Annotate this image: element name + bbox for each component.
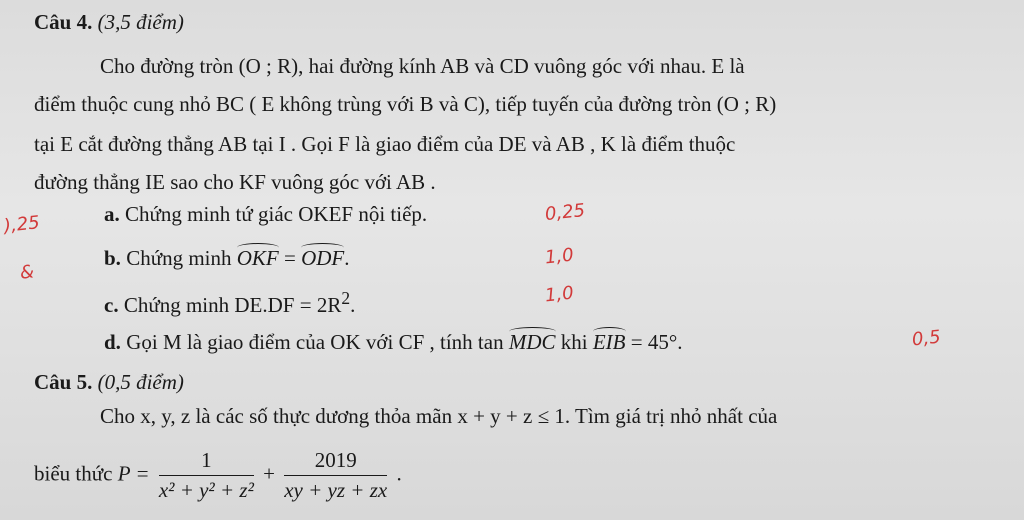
mark-left-top: ),25 (3, 212, 41, 237)
part-a-text: Chứng minh tứ giác OKEF nội tiếp. (125, 202, 428, 226)
score-part-d: 0,5 (910, 326, 942, 351)
part-b-eq: = (284, 246, 296, 270)
part-d-text-1: Gọi M là giao điểm của OK với CF , tính tan (126, 330, 504, 354)
fraction-1 (159, 448, 254, 503)
part-a-label: a. (104, 202, 120, 226)
q5-line-1: Cho x, y, z là các số thực dương thỏa mãn x + y + z ≤ 1. Tìm giá trị nhỏ nhất của (100, 404, 778, 428)
score-part-b: 1,0 (543, 244, 575, 269)
fraction-2-numerator: 2019 (284, 448, 387, 476)
mark-left-b: & (18, 261, 36, 284)
question-4-title: Câu 4. (34, 10, 93, 34)
plus-sign: + (263, 461, 275, 486)
expr-end: . (396, 461, 402, 486)
fraction-1-denominator: x² + y² + z² (158, 478, 254, 502)
part-d-text-2: khi (560, 330, 588, 354)
arc-eib: EIB (592, 330, 626, 354)
question-4-points: (3,5 điểm) (97, 10, 184, 34)
p-eq: P = (117, 461, 150, 486)
score-part-a: 0,25 (544, 199, 587, 226)
fraction-1-numerator: 1 (159, 448, 254, 476)
q4-line-1: Cho đường tròn (O ; R), hai đường kính AB và CD vuông góc với nhau. E là (100, 54, 745, 78)
q4-part-d (104, 330, 683, 355)
question-4-heading (34, 10, 184, 35)
q4-line-3: tại E cắt đường thẳng AB tại I . Gọi F là giao điểm của DE và AB , K là điểm thuộc (34, 132, 736, 156)
q4-line-4: đường thẳng IE sao cho KF vuông góc với AB . (34, 170, 436, 194)
part-d-end: . (677, 330, 683, 354)
part-b-text: Chứng minh (126, 246, 232, 270)
part-c-text: Chứng minh DE.DF = 2R (123, 293, 342, 317)
question-5-title: Câu 5. (34, 370, 93, 394)
question-5-points: (0,5 điểm) (97, 370, 184, 394)
q4-part-a (104, 202, 427, 227)
fraction-2-denominator: xy + yz + zx (284, 478, 388, 502)
arc-odf: ODF (301, 246, 345, 270)
part-d-label: d. (104, 330, 121, 354)
q4-part-b (104, 246, 350, 271)
fraction-2 (284, 448, 387, 503)
part-c-sup: 2 (341, 288, 351, 308)
expr-prefix: biểu thức (34, 461, 113, 486)
part-d-text-3: = 45° (630, 330, 678, 354)
part-c-label: c. (104, 293, 119, 317)
arc-okf: OKF (236, 246, 279, 270)
q5-expression (34, 448, 402, 503)
part-c-end: . (350, 293, 356, 317)
score-part-c: 1,0 (543, 282, 575, 307)
arc-mdc: MDC (508, 330, 556, 354)
part-b-label: b. (104, 246, 121, 270)
q4-line-2: điểm thuộc cung nhỏ BC ( E không trùng với B và C), tiếp tuyến của đường tròn (O ; R) (34, 92, 777, 116)
question-5-heading (34, 370, 184, 395)
part-b-end: . (344, 246, 350, 270)
q4-part-c (104, 288, 355, 318)
